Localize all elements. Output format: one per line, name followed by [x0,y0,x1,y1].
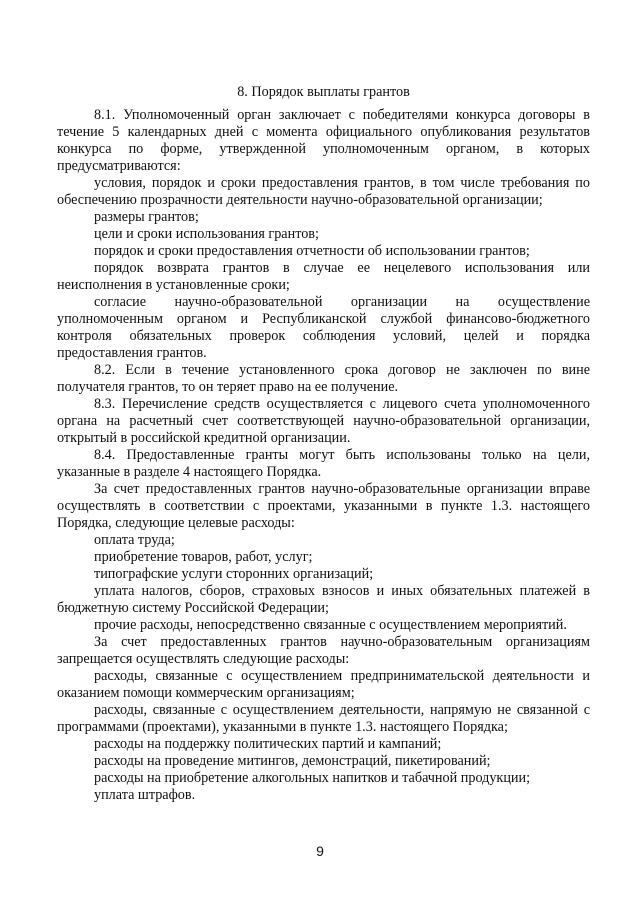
paragraph: условия, порядок и сроки предоставления грантов, в том числе требования по обеспечению прозрачности деятельности научно-образовательной организации; [57,175,590,208]
paragraph: цели и сроки использования грантов; [94,226,319,242]
document-body [57,107,590,804]
paragraph: порядок и сроки предоставления отчетности об использовании грантов; [94,243,530,259]
paragraph: расходы на приобретение алкогольных напитков и табачной продукции; [94,770,531,786]
paragraph: оплата труда; [94,532,175,548]
paragraph: 8.4. Предоставленные гранты могут быть использованы только на цели, указанные в разделе 4 настоящего Порядка. [57,447,590,480]
paragraph: расходы на поддержку политических партий и кампаний; [94,736,442,752]
paragraph: 8.3. Перечисление средств осуществляется с лицевого счета уполномоченного органа на расчетный счет соответствующей научно-образовательной организации, открытый в российской кредитной организации. [57,396,590,446]
paragraph: типографские услуги сторонних организаций; [94,566,374,582]
page-number: 9 [316,843,324,859]
paragraph: уплата налогов, сборов, страховых взносов и иных обязательных платежей в бюджетную систему Российской Федерации; [57,583,590,616]
paragraph: согласие научно-образовательной организации на осуществление уполномоченным органом и Республиканской службой финансово-бюджетного контроля обязательных проверок соблюдения условий, целей и порядка предоставления грантов. [57,294,590,361]
paragraph: прочие расходы, непосредственно связанные с осуществлением мероприятий. [94,617,567,633]
paragraph: расходы на проведение митингов, демонстраций, пикетирований; [94,753,491,769]
paragraph: расходы, связанные с осуществлением деятельности, напрямую не связанной с программами (проектами), указанными в пункте 1.3. настоящего Порядка; [57,702,590,735]
paragraph: размеры грантов; [94,209,199,225]
paragraph: приобретение товаров, работ, услуг; [94,549,313,565]
paragraph: порядок возврата грантов в случае ее нецелевого использования или неисполнения в установленные сроки; [57,260,590,293]
paragraph: За счет предоставленных грантов научно-образовательным организациям запрещается осуществлять следующие расходы: [57,634,590,667]
paragraph: 8.1. Уполномоченный орган заключает с победителями конкурса договоры в течение 5 календарных дней с момента официального опубликования результатов конкурса по форме, утвержденной уполномоченным органом, в которых предусматриваются: [57,107,590,174]
paragraph: 8.2. Если в течение установленного срока договор не заключен по вине получателя грантов, то он теряет право на ее получение. [57,362,590,395]
paragraph: За счет предоставленных грантов научно-образовательные организации вправе осуществлять в соответствии с проектами, указанными в пункте 1.3. настоящего Порядка, следующие целевые расходы: [57,481,590,531]
section-title: 8. Порядок выплаты грантов [237,84,410,100]
paragraph: расходы, связанные с осуществлением предпринимательской деятельности и оказанием помощи коммерческим организациям; [57,668,590,701]
paragraph: уплата штрафов. [94,787,196,803]
